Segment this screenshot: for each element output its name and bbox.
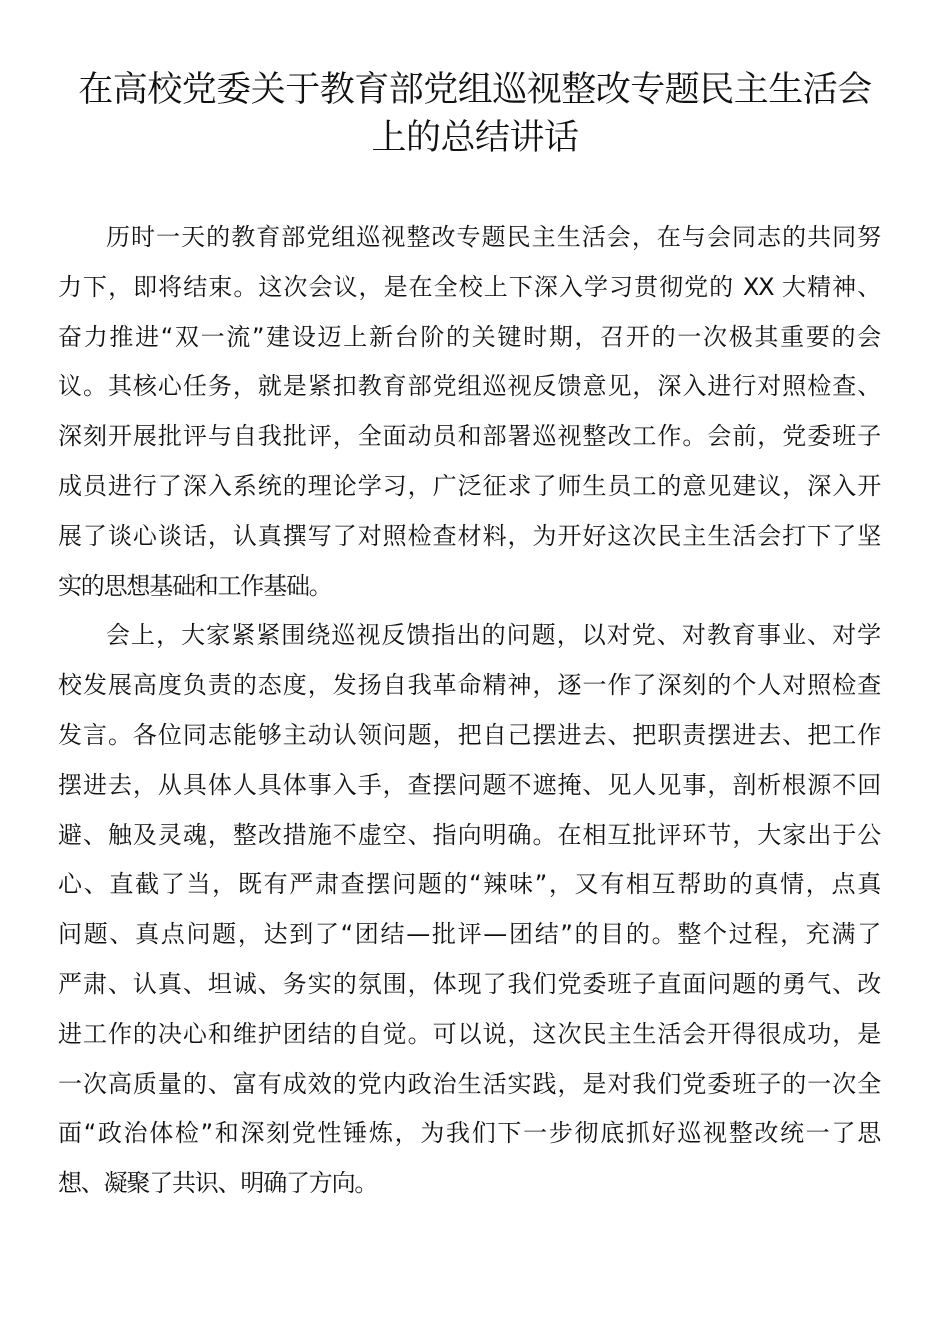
title-line: 在高校党委关于教育部党组巡视整改专题民主生活会: [78, 70, 872, 110]
text-line: 实的思想基础和工作基础。: [58, 571, 332, 600]
title-line: 上的总结讲话: [371, 118, 579, 158]
text-line: 一次高质量的、富有成效的党内政治生活实践，是对我们党委班子的一次全: [58, 1069, 880, 1098]
text-line: 心、直截了当，既有严肃查摆问题的“辣味”，又有相互帮助的真情，点真: [58, 870, 880, 899]
text-line: 历时一天的教育部党组巡视整改专题民主生活会，在与会同志的共同努: [106, 223, 880, 251]
text-line: 校发展高度负责的态度，发扬自我革命精神，逐一作了深刻的个人对照检查: [58, 671, 880, 700]
text-line: 避、触及灵魂，整改措施不虚空、指向明确。在相互批评环节，大家出于公: [58, 820, 880, 849]
text-line: 进工作的决心和维护团结的自觉。可以说，这次民主生活会开得很成功，是: [58, 1019, 880, 1048]
text-line: 面“政治体检”和深刻党性锤炼，为我们下一步彻底抓好巡视整改统一了思: [58, 1119, 880, 1148]
document-body: [58, 213, 880, 1209]
text-line: 想、凝聚了共识、明确了方向。: [58, 1169, 378, 1198]
document-title: [40, 66, 910, 162]
text-line: 力下，即将结束。这次会议，是在全校上下深入学习贯彻党的 XX 大精神、: [58, 272, 880, 301]
text-line: 展了谈心谈话，认真撰写了对照检查材料，为开好这次民主生活会打下了坚: [58, 521, 880, 550]
text-line: 问题、真点问题，达到了“团结—批评—团结”的目的。整个过程，充满了: [58, 920, 880, 949]
paragraph-1: [58, 213, 880, 611]
text-line: 成员进行了深入系统的理论学习，广泛征求了师生员工的意见建议，深入开: [58, 471, 880, 500]
text-line: 奋力推进“双一流”建设迈上新台阶的关键时期，召开的一次极其重要的会: [58, 322, 880, 351]
text-line: 严肃、认真、坦诚、务实的氛围，体现了我们党委班子直面问题的勇气、改: [58, 969, 880, 998]
text-line: 会上，大家紧紧围绕巡视反馈指出的问题，以对党、对教育事业、对学: [106, 621, 880, 650]
text-line: 议。其核心任务，就是紧扣教育部党组巡视反馈意见，深入进行对照检查、: [58, 372, 880, 401]
paragraph-2: [58, 611, 880, 1209]
text-line: 摆进去，从具体人具体事入手，查摆问题不遮掩、见人见事，剖析根源不回: [58, 770, 880, 799]
text-line: 深刻开展批评与自我批评，全面动员和部署巡视整改工作。会前，党委班子: [58, 422, 880, 451]
text-line: 发言。各位同志能够主动认领问题，把自己摆进去、把职责摆进去、把工作: [58, 720, 880, 749]
